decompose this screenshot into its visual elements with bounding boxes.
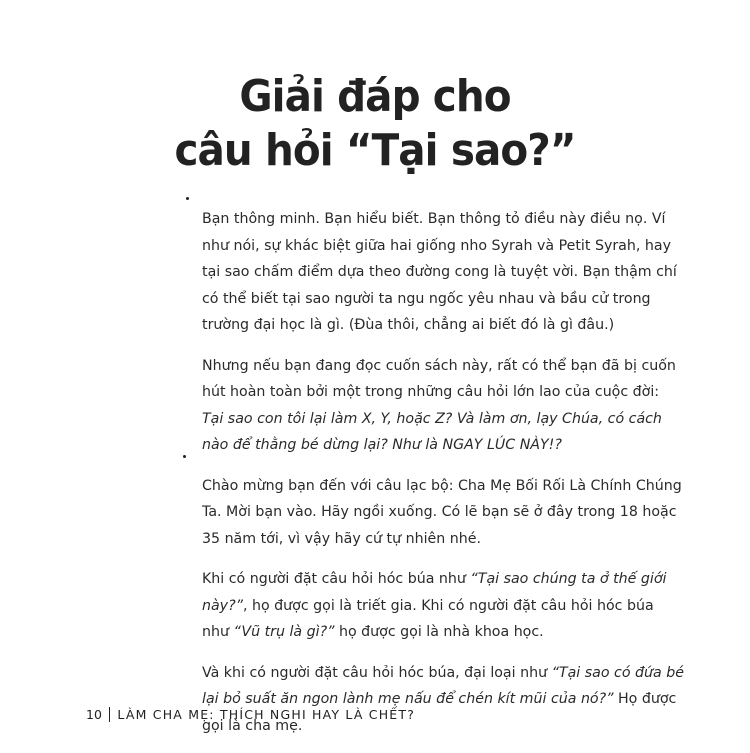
running-title: LÀM CHA MẸ: THÍCH NGHI HAY LÀ CHẾT? [117,707,416,722]
page-number: 10 [86,707,102,722]
paragraph-1: Bạn thông minh. Bạn hiểu biết. Bạn thông tỏ điều này điều nọ. Ví như nói, sự khác biệt giữa hai giống nho Syrah và Petit Syrah, hay tại sao chấm điểm dựa theo đường cong là tuyệt vời. Bạn thậm chí có thể biết tại sao người ta ngu ngốc yêu nhau và bầu cử trong trường đại học là gì. (Đùa thôi, chẳng ai biết đó là gì đâu.) [202,211,677,333]
body-text [202,206,684,753]
chapter-title [30,70,720,178]
paragraph-2: Nhưng nếu bạn đang đọc cuốn sách này, rất có thể bạn đã bị cuốn hút hoàn toàn bởi một trong những câu hỏi lớn lao của cuộc đời: Tại sao con tôi lại làm X, Y, hoặc Z? Và làm ơn, lạy Chúa, có cách nào để thằng bé dừng lại? Như là NGAY LÚC NÀY!? [202,357,676,453]
print-speck [186,197,189,200]
page-footer [86,707,415,722]
italic-question: Tại sao con tôi lại làm X, Y, hoặc Z? Và làm ơn, lạy Chúa, có cách nào để thằng bé dừng lại? Như là NGAY LÚC NÀY!? [202,410,662,453]
print-speck [183,455,186,458]
paragraph-4: Khi có người đặt câu hỏi hóc búa như “Tại sao chúng ta ở thế giới này?”, họ được gọi là triết gia. Khi có người đặt câu hỏi hóc búa như “Vũ trụ là gì?” họ được gọi là nhà khoa học. [202,571,667,640]
chapter-title-line-2: câu hỏi “Tại sao?” [174,125,576,176]
paragraph-5: Và khi có người đặt câu hỏi hóc búa, đại loại như “Tại sao có đứa bé lại bỏ suất ăn ngon lành mẹ nấu để chén kít mũi của nó?” Họ được gọi là cha mẹ. [202,664,684,734]
paragraph-3: Chào mừng bạn đến với câu lạc bộ: Cha Mẹ Bối Rối Là Chính Chúng Ta. Mời bạn vào. Hãy ngồi xuống. Có lẽ bạn sẽ ở đây trong 18 hoặc 35 năm tới, vì vậy hãy cứ tự nhiên nhé. [202,477,682,547]
chapter-title-line-1: Giải đáp cho [239,71,511,122]
footer-divider [109,707,111,722]
